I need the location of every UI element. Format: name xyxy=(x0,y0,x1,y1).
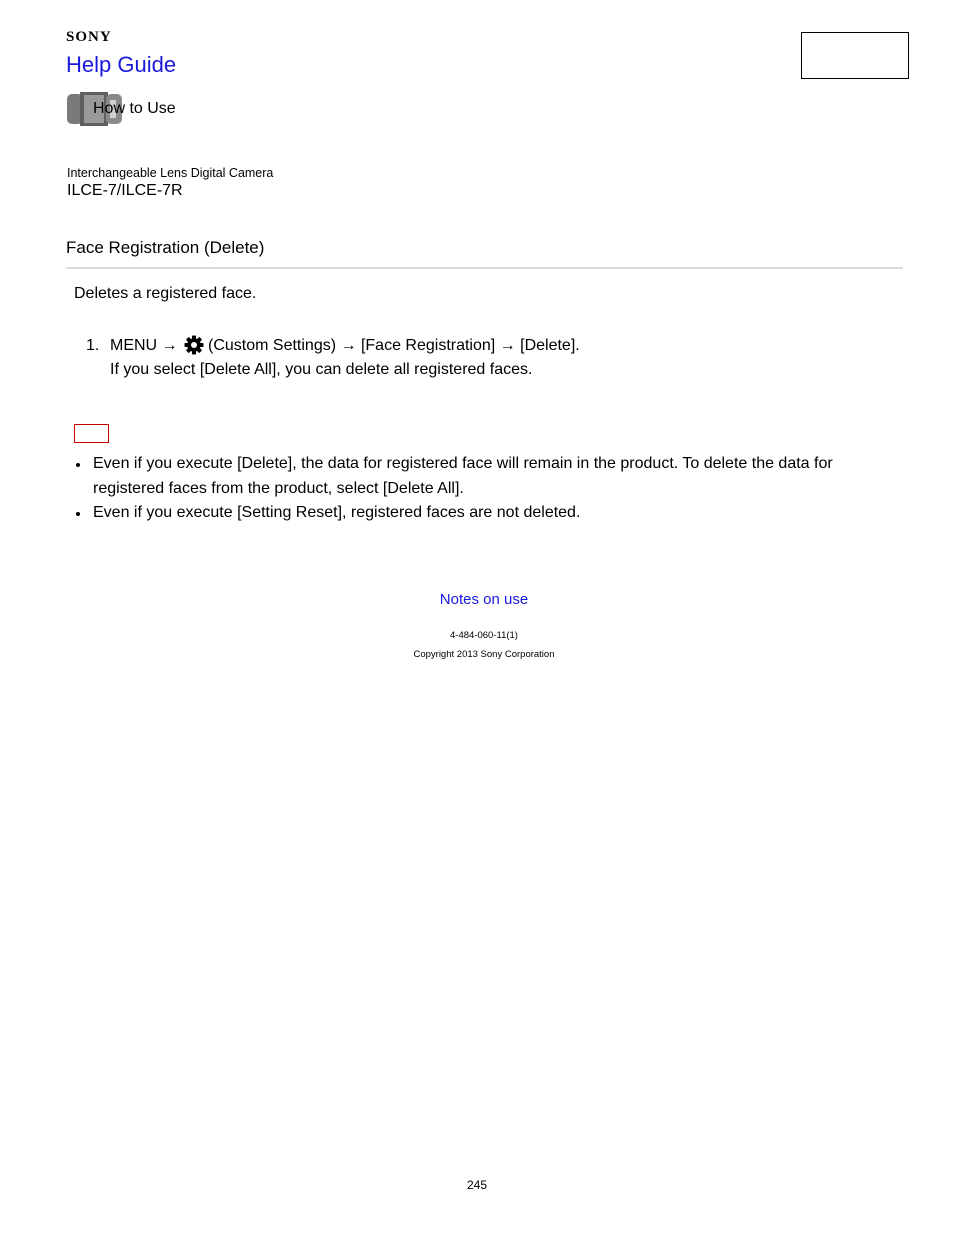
header-box xyxy=(801,32,909,79)
help-guide-link[interactable]: Help Guide xyxy=(66,52,177,77)
list-item xyxy=(74,452,894,501)
product-type: Interchangeable Lens Digital Camera xyxy=(67,166,274,180)
category-label: How to Use xyxy=(93,100,176,117)
notes-list xyxy=(74,452,894,526)
note-marker xyxy=(74,424,109,443)
note-text: Even if you execute [Setting Reset], registered faces are not deleted. xyxy=(93,504,581,521)
step-suffix: (Custom Settings) → [Face Registration] → [Delete]. xyxy=(208,337,580,354)
notes-on-use-link[interactable]: Notes on use xyxy=(439,591,529,608)
document-code: 4-484-060-11(1) xyxy=(450,630,518,641)
note-text: Even if you execute [Delete], the data for registered face will remain in the product. To delete the data for registered faces from the product, select [Delete All]. xyxy=(93,455,833,497)
page-title: Face Registration (Delete) xyxy=(66,238,265,257)
copyright: Copyright 2013 Sony Corporation xyxy=(413,649,555,660)
page-number: 245 xyxy=(466,1178,488,1192)
bullet xyxy=(76,463,80,467)
step-subtext: If you select [Delete All], you can delete all registered faces. xyxy=(110,361,533,378)
bullet xyxy=(76,512,80,516)
step-text xyxy=(110,334,580,358)
intro-text: Deletes a registered face. xyxy=(74,285,257,302)
step-prefix: MENU → xyxy=(110,337,178,354)
title-divider xyxy=(66,267,903,269)
step-number: 1. xyxy=(86,337,100,354)
list-item xyxy=(74,501,894,526)
gear-icon xyxy=(184,335,204,355)
product-model: ILCE-7/ILCE-7R xyxy=(67,182,183,199)
brand-logo: SONY xyxy=(66,29,112,45)
